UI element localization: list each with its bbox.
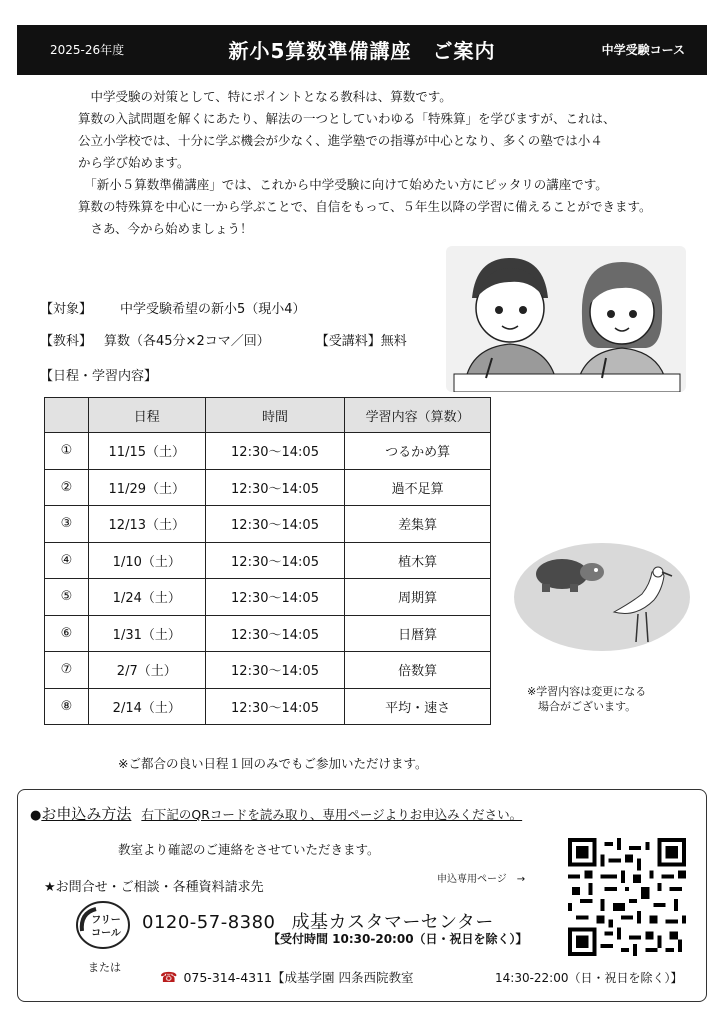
schedule-table — [44, 397, 491, 725]
target-value: 中学受験希望の新小5（現小4） — [120, 302, 306, 317]
intro-text — [78, 86, 698, 240]
any-date-note: ※ご都合の良い日程１回のみでもご参加いただけます。 — [118, 756, 428, 771]
row-content: 植木算 — [345, 542, 491, 579]
row-number: ⑤ — [45, 579, 89, 616]
table-row — [45, 652, 491, 689]
intro-line: 公立小学校では、十分に学ぶ機会が少なく、進学塾での指導が中心となり、多くの塾では小４ — [78, 133, 603, 148]
row-content: 過不足算 — [345, 469, 491, 506]
row-number: ② — [45, 469, 89, 506]
application-desc: 右下記のQRコードを読み取り、専用ページよりお申込みください。 — [141, 807, 523, 822]
row-time: 12:30～14:05 — [205, 688, 345, 725]
table-row — [45, 469, 491, 506]
row-date: 2/7（土） — [88, 652, 205, 689]
row-time: 12:30～14:05 — [205, 615, 345, 652]
row-number: ① — [45, 433, 89, 470]
apply-page-pointer: 申込専用ページ → — [437, 874, 526, 885]
row-content: つるかめ算 — [345, 433, 491, 470]
row-number: ④ — [45, 542, 89, 579]
intro-line: 中学受験の対策として、特にポイントとなる教科は、算数です。 — [78, 89, 452, 104]
subject-value: 算数（各45分×2コマ／回） — [104, 334, 270, 349]
table-row — [45, 506, 491, 543]
classroom-phone[interactable]: 075-314-4311【成基学園 四条西院教室 — [183, 970, 414, 985]
row-date: 2/14（土） — [88, 688, 205, 725]
freecall-logo — [76, 901, 130, 949]
row-content: 差集算 — [345, 506, 491, 543]
turtle-crane-illustration — [512, 542, 692, 652]
qr-code[interactable] — [568, 838, 686, 956]
or-label: または — [88, 961, 121, 974]
table-row — [45, 615, 491, 652]
page-title: 新小5算数準備講座 ご案内 — [228, 39, 496, 63]
row-date: 1/31（土） — [88, 615, 205, 652]
application-heading — [30, 803, 522, 824]
intro-line: 算数の入試問題を解くにあたり、解法の一つとしていわゆる「特殊算」を学びますが、これは、 — [78, 111, 616, 126]
table-row — [45, 579, 491, 616]
fiscal-year: 2025-26年度 — [50, 43, 125, 57]
subject-label: 【教科】 — [40, 334, 93, 349]
application-title: お申込み方法 — [41, 805, 132, 823]
row-number: ③ — [45, 506, 89, 543]
row-content: 日暦算 — [345, 615, 491, 652]
intro-line: 算数の特殊算を中心に一から学ぶことで、自信をもって、５年生以降の学習に備えることができます。 — [78, 199, 652, 214]
row-number: ⑦ — [45, 652, 89, 689]
course-name: 中学受験コース — [601, 43, 685, 57]
freecall-line1: フリー — [91, 915, 121, 926]
center-name: 成基カスタマーセンター — [291, 912, 494, 933]
row-time: 12:30～14:05 — [205, 579, 345, 616]
row-time: 12:30～14:05 — [205, 433, 345, 470]
table-header-row — [45, 398, 491, 433]
row-number: ⑧ — [45, 688, 89, 725]
fee-value: 無料 — [380, 334, 407, 349]
intro-line: さあ、今から始めましょう！ — [78, 221, 253, 236]
header-blank — [45, 398, 89, 433]
bullet-icon: ● — [30, 808, 42, 823]
header-content: 学習内容（算数） — [345, 398, 491, 433]
table-row — [45, 542, 491, 579]
row-date: 11/29（土） — [88, 469, 205, 506]
row-time: 12:30～14:05 — [205, 506, 345, 543]
fee-label: 【受講料】 — [315, 334, 381, 349]
studying-kids-illustration — [446, 246, 686, 392]
freecall-number[interactable]: 0120-57-8380 — [142, 912, 276, 933]
subject-row — [40, 330, 407, 349]
target-row — [40, 298, 306, 317]
classroom-phone-row — [160, 968, 413, 986]
row-time: 12:30～14:05 — [205, 469, 345, 506]
row-date: 12/13（土） — [88, 506, 205, 543]
header-bar — [17, 25, 707, 75]
telephone-icon: ☎ — [160, 970, 178, 986]
row-date: 1/10（土） — [88, 542, 205, 579]
intro-line: 「新小５算数準備講座」では、これから中学受験に向けて始めたい方にピッタリの講座です。 — [78, 177, 608, 192]
row-date: 1/24（土） — [88, 579, 205, 616]
confirm-note: 教室より確認のご連絡をさせていただきます。 — [118, 842, 380, 857]
row-date: 11/15（土） — [88, 433, 205, 470]
header-time: 時間 — [205, 398, 345, 433]
row-number: ⑥ — [45, 615, 89, 652]
classroom-hours: 14:30-22:00（日・祝日を除く）】 — [495, 971, 683, 985]
row-content: 周期算 — [345, 579, 491, 616]
table-row — [45, 433, 491, 470]
freecall-line2: コール — [91, 928, 121, 939]
row-content: 倍数算 — [345, 652, 491, 689]
row-content: 平均・速さ — [345, 688, 491, 725]
reception-hours: 【受付時間 10:30-20:00（日・祝日を除く）】 — [268, 932, 528, 946]
content-change-note — [527, 684, 646, 714]
intro-line: から学び始めます。 — [78, 155, 190, 170]
row-time: 12:30～14:05 — [205, 542, 345, 579]
table-row — [45, 688, 491, 725]
inquiry-heading: ★お問合せ・ご相談・各種資料請求先 — [44, 880, 264, 895]
schedule-label: 【日程・学習内容】 — [40, 369, 158, 384]
change-note-line: ※学習内容は変更になる — [527, 685, 647, 698]
row-time: 12:30～14:05 — [205, 652, 345, 689]
change-note-line: 場合がございます。 — [527, 700, 637, 713]
target-label: 【対象】 — [40, 302, 93, 317]
header-date: 日程 — [88, 398, 205, 433]
